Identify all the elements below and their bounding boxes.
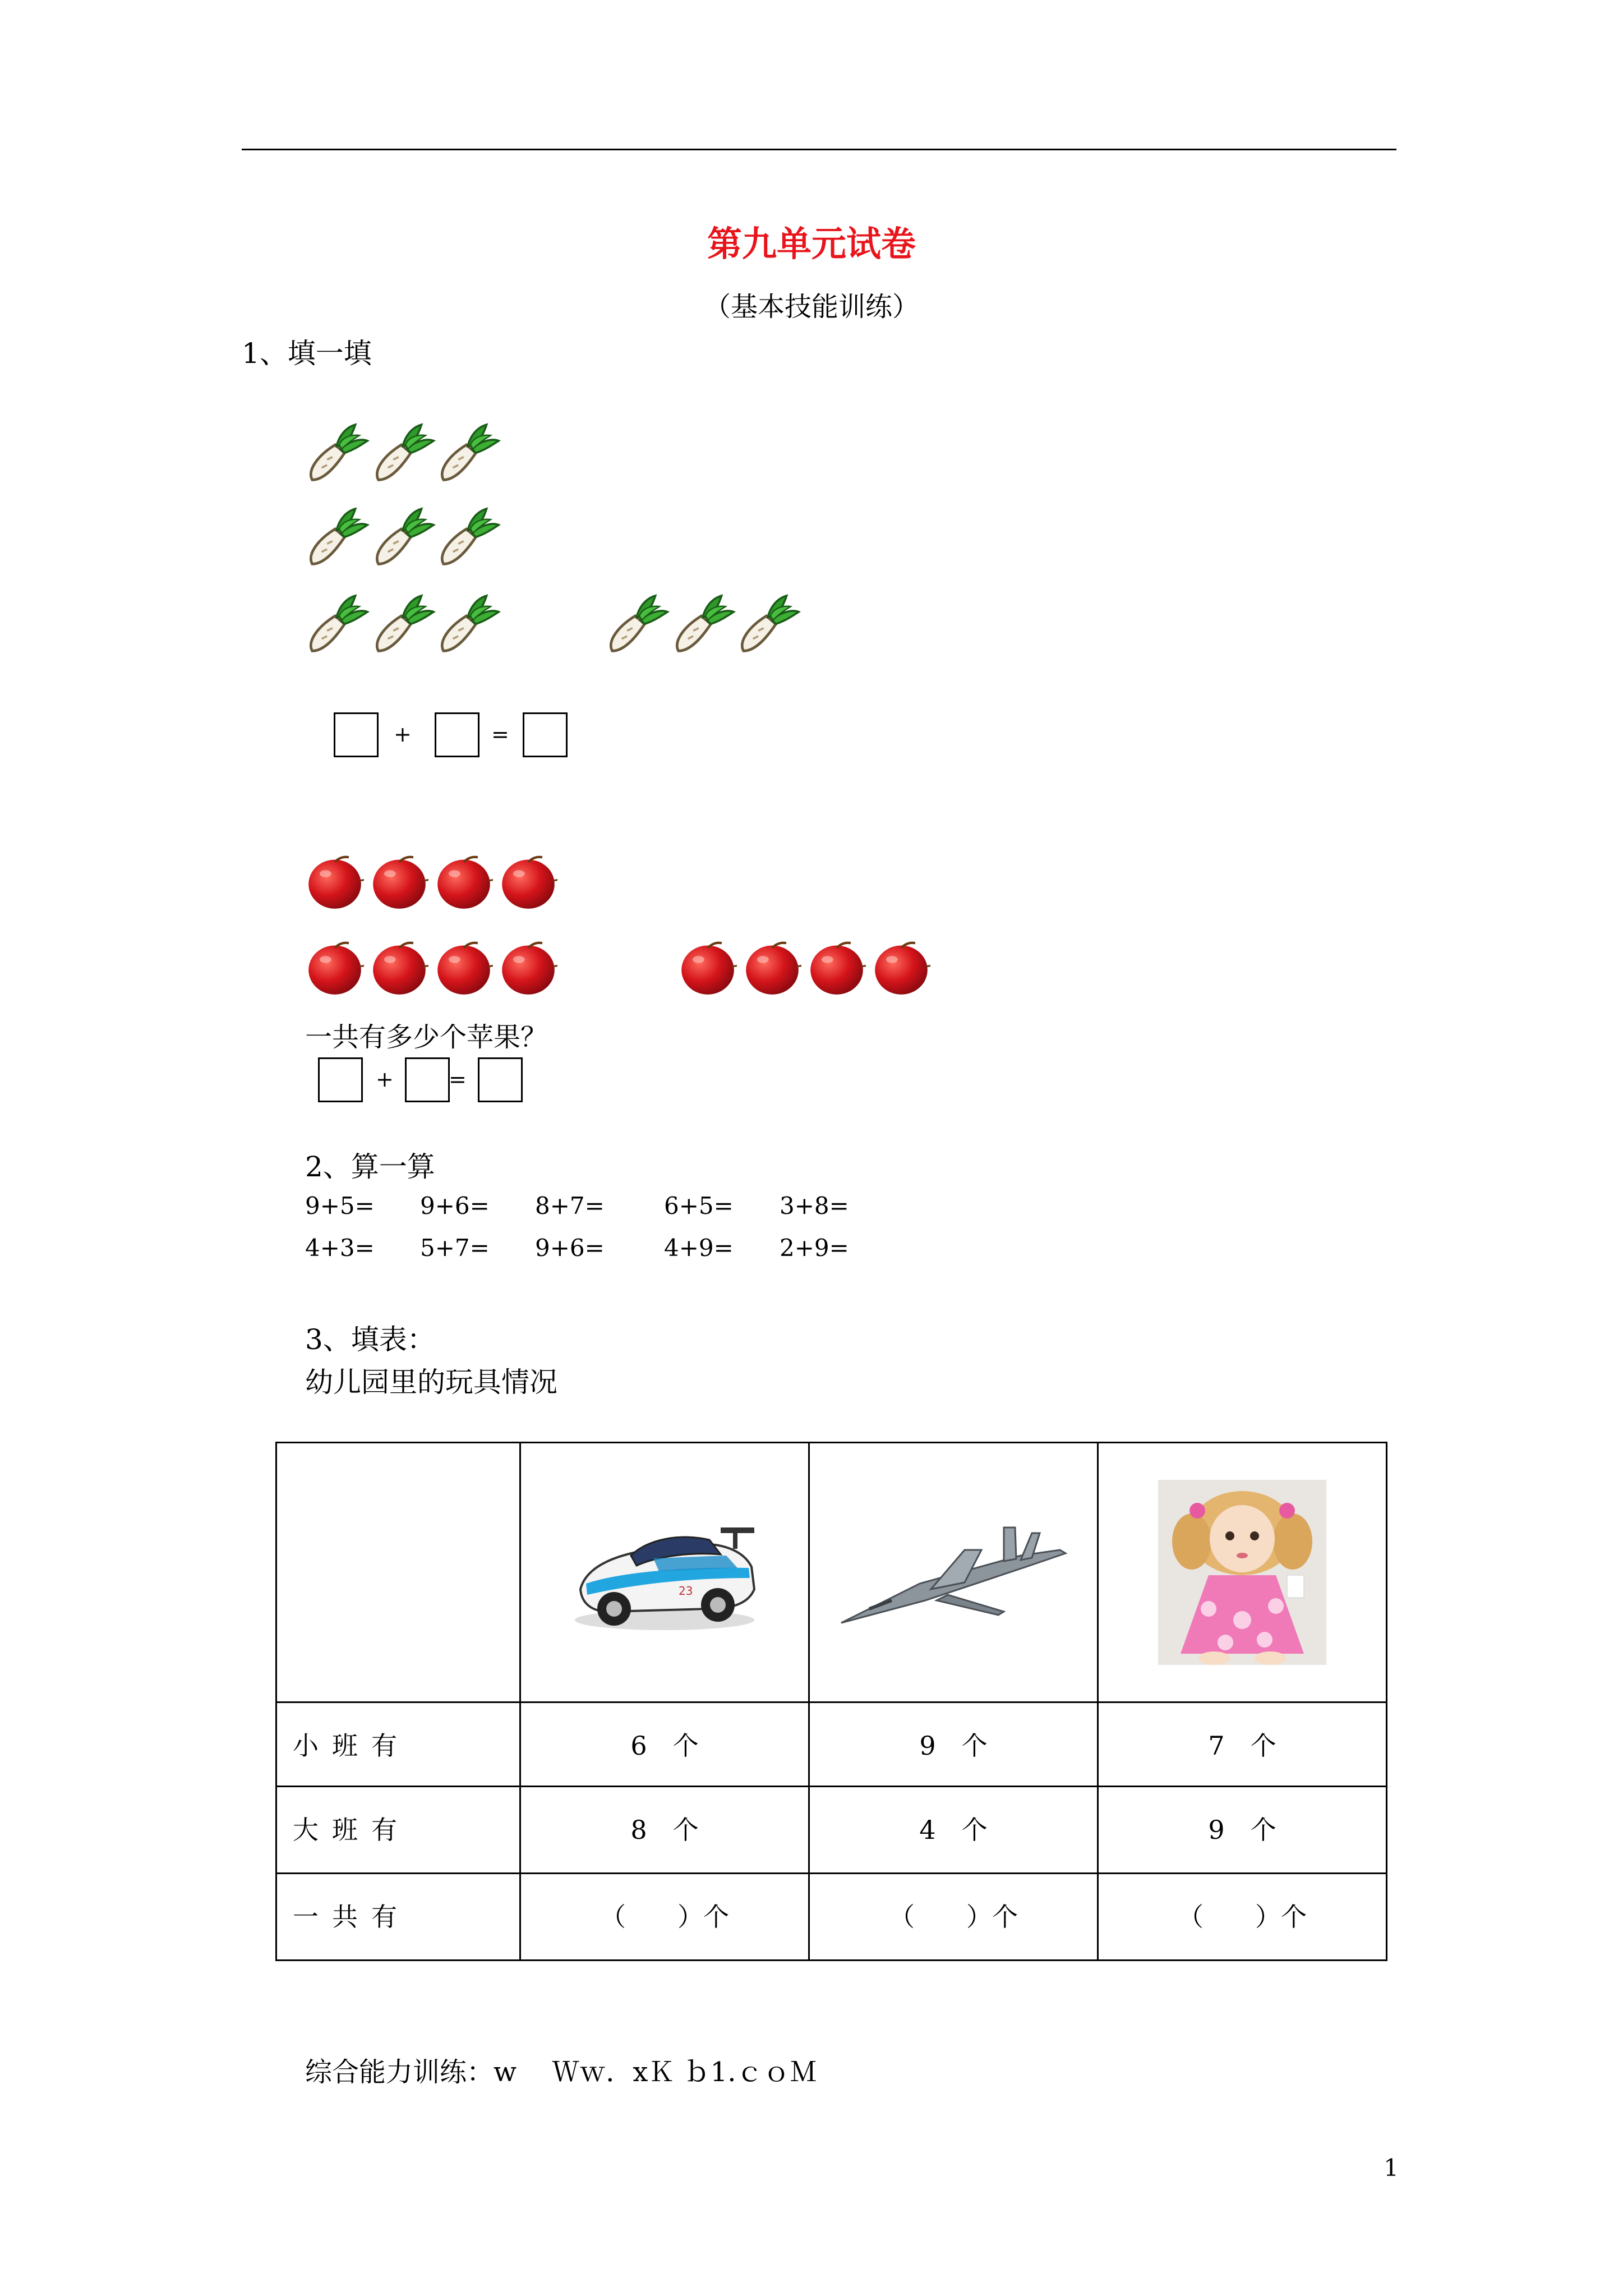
table-cell: 6 个 xyxy=(520,1703,809,1787)
calc-item: 9+6= xyxy=(420,1192,490,1220)
calc-row xyxy=(305,1192,866,1226)
table-cell: 4 个 xyxy=(809,1787,1098,1874)
calc-item: 6+5= xyxy=(664,1192,734,1220)
table-header-cell xyxy=(809,1443,1098,1703)
plus-sign: + xyxy=(376,1067,394,1092)
table-cell: 9 个 xyxy=(809,1703,1098,1787)
table-cell[interactable]: （ ）个 xyxy=(1098,1874,1387,1961)
race-car-image xyxy=(521,1443,808,1701)
apple-question: 一共有多少个苹果？ xyxy=(305,1022,548,1053)
table-cell: 7 个 xyxy=(1098,1703,1387,1787)
calc-item: 4+3= xyxy=(305,1234,375,1262)
svg-text:23: 23 xyxy=(679,1584,693,1598)
row-label: 一共有 xyxy=(276,1874,520,1961)
table-row xyxy=(276,1787,1387,1874)
jet-plane-image xyxy=(810,1443,1097,1701)
row-label: 大班有 xyxy=(276,1787,520,1874)
table-header-row xyxy=(276,1443,1387,1703)
answer-box[interactable] xyxy=(435,712,479,757)
calc-item: 9+5= xyxy=(305,1192,375,1220)
toy-table xyxy=(275,1442,1387,1961)
calc-item: 2+9= xyxy=(780,1234,849,1262)
doll-image xyxy=(1099,1443,1386,1701)
table-corner-cell xyxy=(276,1443,520,1703)
page-title: 第九单元试卷 xyxy=(707,223,916,264)
answer-box[interactable] xyxy=(318,1057,363,1102)
equals-sign: = xyxy=(449,1067,467,1092)
answer-box[interactable] xyxy=(334,712,379,757)
table-caption: 幼儿园里的玩具情况 xyxy=(305,1366,557,1398)
header-rule xyxy=(242,149,1396,150)
calc-item: 9+6= xyxy=(535,1234,605,1262)
section3-heading: 3、填表： xyxy=(305,1323,435,1356)
page-number: 1 xyxy=(1384,2154,1399,2182)
table-cell: 8 个 xyxy=(520,1787,809,1874)
table-cell[interactable]: （ ）个 xyxy=(809,1874,1098,1961)
table-header-cell xyxy=(1098,1443,1387,1703)
table-cell[interactable]: （ ）个 xyxy=(520,1874,809,1961)
plus-sign: + xyxy=(394,722,412,747)
table-header-cell xyxy=(520,1443,809,1703)
calc-item: 4+9= xyxy=(664,1234,734,1262)
calc-item: 3+8= xyxy=(780,1192,849,1220)
answer-box[interactable] xyxy=(523,712,568,757)
row-label: 小班有 xyxy=(276,1703,520,1787)
calc-row xyxy=(305,1234,866,1268)
equals-sign: = xyxy=(491,722,509,747)
calc-item: 8+7= xyxy=(535,1192,605,1220)
section2-heading: 2、算一算 xyxy=(305,1151,435,1183)
footer-text: 综合能力训练：w Ｗｗ．xＫ ｂ1.ｃｏＭ xyxy=(305,2056,817,2088)
section1-heading: 1、填一填 xyxy=(242,337,372,370)
table-row xyxy=(276,1874,1387,1961)
answer-box[interactable] xyxy=(478,1057,523,1102)
table-row xyxy=(276,1703,1387,1787)
answer-box[interactable] xyxy=(405,1057,450,1102)
page-subtitle: （基本技能训练） xyxy=(703,291,919,323)
table-cell: 9 个 xyxy=(1098,1787,1387,1874)
calc-item: 5+7= xyxy=(420,1234,490,1262)
